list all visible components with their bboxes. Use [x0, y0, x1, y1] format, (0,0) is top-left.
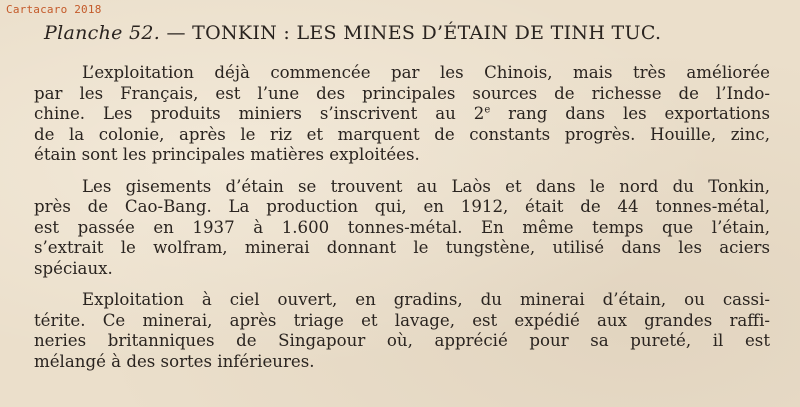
text-line: par les Français, est l’une des principales sources de richesse de l’Indo-	[34, 83, 770, 103]
text-line: de la colonie, après le riz et marquent de constants progrès. Houille, zinc,	[34, 124, 770, 144]
text-line: spéciaux.	[34, 258, 113, 278]
paragraph-1	[34, 63, 770, 166]
text-line: près de Cao-Bang. La production qui, en 1912, était de 44 tonnes-métal,	[34, 197, 770, 216]
body-text	[34, 63, 770, 383]
text-line: térite. Ce minerai, après triage et lavage, est expédié aux grandes raffi-	[34, 310, 770, 330]
ordinal-superscript: e	[484, 104, 491, 116]
text-line: Exploitation à ciel ouvert, en gradins, du minerai d’étain, ou cassi-	[82, 290, 770, 309]
text-line: Les gisements d’étain se trouvent au Laòs et dans le nord du Tonkin,	[82, 176, 770, 196]
text-line: est passée en 1937 à 1.600 tonnes-métal. En même temps que l’étain,	[34, 217, 770, 237]
watermark-text: Cartacaro 2018	[6, 3, 102, 16]
text-line: étain sont les principales matières exploitées.	[34, 145, 420, 164]
paragraph-2	[34, 177, 770, 280]
title-dash: —	[160, 22, 193, 44]
paragraph-3	[34, 290, 770, 372]
page-title	[44, 20, 784, 46]
plate-number: Planche 52.	[44, 22, 161, 44]
text-line: s’extrait le wolfram, minerai donnant le tungstène, utilisé dans les aciers	[34, 238, 770, 257]
text-line: neries britanniques de Singapour où, apprécié pour sa pureté, il est	[34, 331, 770, 350]
title-heading: TONKIN : LES MINES D’ÉTAIN DE TINH TUC.	[192, 22, 662, 44]
text-line: L’exploitation déjà commencée par les Chinois, mais très améliorée	[82, 63, 770, 82]
text-line: chine. Les produits miniers s’inscrivent au 2e rang dans les exportations	[34, 104, 770, 123]
text-line: mélangé à des sortes inférieures.	[34, 351, 315, 371]
